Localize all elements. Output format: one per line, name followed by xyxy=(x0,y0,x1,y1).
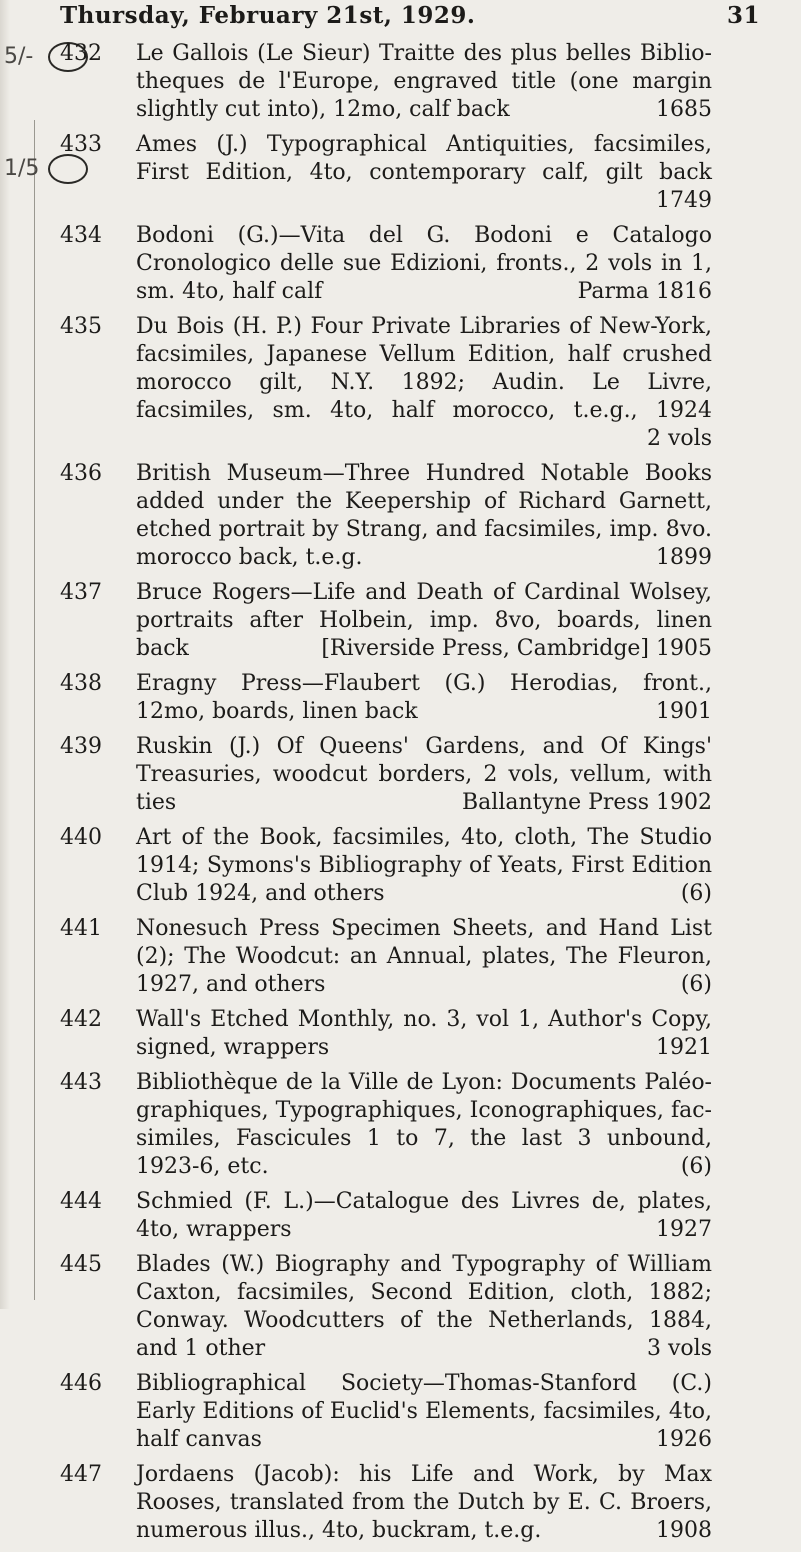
lot-description: Blades (W.) Biography and Typography of William Caxton, facsimiles, Second Edition, cloth, 1882; Conway. Woodcutters of the Netherlands, 1884, and 1 other xyxy=(136,1252,712,1361)
lot-entry xyxy=(60,1251,760,1363)
lot-date: [Riverside Press, Cambridge] 1905 xyxy=(321,636,712,661)
lot-description: British Museum—Three Hundred Notable Books added under the Keepership of Richard Garnett, etched portrait by Strang, and facsimiles, imp. 8vo. morocco back, t.e.g. xyxy=(136,461,712,570)
lot-number: 440 xyxy=(60,825,102,850)
lot-number: 447 xyxy=(60,1462,102,1487)
lot-entry xyxy=(60,670,760,726)
lot-entry xyxy=(60,915,760,999)
lot-description: Du Bois (H. P.) Four Private Libraries of New-York, facsimiles, Japanese Vellum Edition, half crushed morocco gilt, N.Y. 1892; Audin. Le Livre, facsimiles, sm. 4to, half morocco, t.e.g., 1924 xyxy=(136,314,712,423)
price-annotation-432: 5/- xyxy=(4,44,34,69)
lot-description: Bibliographical Society—Thomas-Stanford (C.) Early Editions of Euclid's Elements, facsimiles, 4to, half canvas xyxy=(136,1371,712,1452)
lot-date: Parma 1816 xyxy=(577,279,712,304)
lot-number: 446 xyxy=(60,1371,102,1396)
lot-number: 434 xyxy=(60,223,102,248)
lot-date: 1926 xyxy=(656,1427,712,1452)
lot-number: 433 xyxy=(60,132,102,157)
lot-description: Art of the Book, facsimiles, 4to, cloth, The Studio 1914; Symons's Bibliography of Yeats, First Edition Club 1924, and others xyxy=(136,825,712,906)
lot-description: Wall's Etched Monthly, no. 3, vol 1, Author's Copy, signed, wrappers xyxy=(136,1007,712,1060)
sale-date: Thursday, February 21st, 1929. xyxy=(60,2,476,29)
lot-list xyxy=(60,40,760,1552)
price-annotation-434: 1/5 xyxy=(4,156,40,181)
lot-date: 1901 xyxy=(656,699,712,724)
lot-date: 1899 xyxy=(656,545,712,570)
lot-entry xyxy=(60,222,760,306)
lot-entry xyxy=(60,1188,760,1244)
lot-entry xyxy=(60,313,760,453)
lot-entry xyxy=(60,460,760,572)
lot-number: 445 xyxy=(60,1252,102,1277)
lot-number: 442 xyxy=(60,1007,102,1032)
lot-date: 3 vols xyxy=(647,1336,712,1361)
lot-description: Schmied (F. L.)—Catalogue des Livres de, plates, 4to, wrappers xyxy=(136,1189,712,1242)
lot-description: Ames (J.) Typographical Antiquities, facsimiles, First Edition, 4to, contemporary calf, gilt back xyxy=(136,132,712,185)
lot-description: Le Gallois (Le Sieur) Traitte des plus belles Biblio-theques de l'Europe, engraved title (one margin slightly cut into), 12mo, calf back xyxy=(136,41,712,122)
lot-description: Bodoni (G.)—Vita del G. Bodoni e Catalogo Cronologico delle sue Edizioni, fronts., 2 vols in 1, sm. 4to, half calf xyxy=(136,223,712,304)
lot-date: Ballantyne Press 1902 xyxy=(462,790,712,815)
lot-number: 443 xyxy=(60,1070,102,1095)
lot-number: 435 xyxy=(60,314,102,339)
lot-entry xyxy=(60,579,760,663)
lot-number: 436 xyxy=(60,461,102,486)
lot-number: 432 xyxy=(60,41,102,66)
lot-number: 444 xyxy=(60,1189,102,1214)
lot-description: Nonesuch Press Specimen Sheets, and Hand List (2); The Woodcut: an Annual, plates, The Fleuron, 1927, and others xyxy=(136,916,712,997)
lot-date: 1685 xyxy=(656,97,712,122)
lot-number: 438 xyxy=(60,671,102,696)
lot-date: (6) xyxy=(680,1154,712,1179)
lot-description: Bruce Rogers—Life and Death of Cardinal Wolsey, portraits after Holbein, imp. 8vo, boards, linen back xyxy=(136,580,712,661)
lot-entry xyxy=(60,1069,760,1181)
lot-entry xyxy=(60,1370,760,1454)
lot-date: 1921 xyxy=(656,1035,712,1060)
lot-date: 1749 xyxy=(656,188,712,213)
lot-description: Ruskin (J.) Of Queens' Gardens, and Of Kings' Treasuries, woodcut borders, 2 vols, vellum, with ties xyxy=(136,734,712,815)
lot-entry xyxy=(60,40,760,124)
lot-date: 1908 xyxy=(656,1518,712,1543)
lot-entry xyxy=(60,131,760,215)
lot-description: Bibliothèque de la Ville de Lyon: Documents Paléo-graphiques, Typographiques, Iconographiques, fac-similes, Fascicules 1 to 7, the last 3 unbound, 1923-6, etc. xyxy=(136,1070,712,1179)
lot-entry xyxy=(60,1461,760,1545)
lot-date: (6) xyxy=(680,972,712,997)
lot-description: Eragny Press—Flaubert (G.) Herodias, front., 12mo, boards, linen back xyxy=(136,671,712,724)
lot-entry xyxy=(60,1006,760,1062)
lot-entry xyxy=(60,824,760,908)
lot-number: 441 xyxy=(60,916,102,941)
lot-date: (6) xyxy=(680,881,712,906)
lot-number: 439 xyxy=(60,734,102,759)
page-edge xyxy=(0,0,10,1309)
lot-number: 437 xyxy=(60,580,102,605)
margin-rule xyxy=(34,120,35,1300)
lot-date: 2 vols xyxy=(647,426,712,451)
page-number: 31 xyxy=(726,2,760,29)
lot-date: 1927 xyxy=(656,1217,712,1242)
lot-entry xyxy=(60,733,760,817)
lot-description: Jordaens (Jacob): his Life and Work, by Max Rooses, translated from the Dutch by E. C. Broers, numerous illus., 4to, buckram, t.e.g. xyxy=(136,1462,712,1543)
page-header xyxy=(60,2,760,29)
